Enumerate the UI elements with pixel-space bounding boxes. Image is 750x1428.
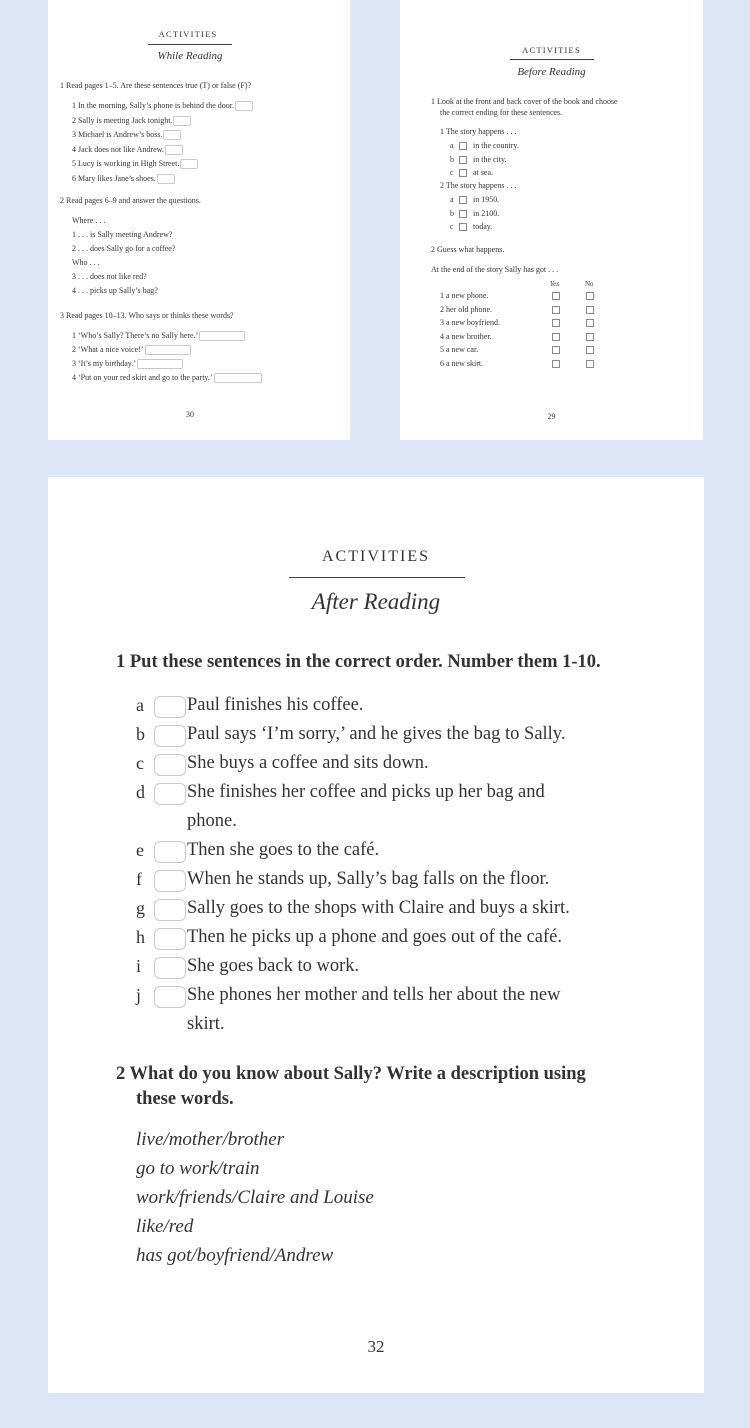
word-prompt: work/friends/Claire and Louise bbox=[136, 1187, 374, 1208]
option-text: today. bbox=[473, 222, 493, 231]
heading-divider bbox=[148, 44, 232, 45]
option-letter: b bbox=[450, 208, 454, 218]
answer-box[interactable] bbox=[180, 159, 198, 169]
order-number-box[interactable] bbox=[154, 870, 186, 892]
item-sentence: phone. bbox=[187, 811, 237, 831]
no-checkbox[interactable] bbox=[586, 319, 594, 327]
quote-text: 1 ‘Who’s Sally? There’s no Sally here.’ bbox=[72, 331, 199, 340]
question-2: 2 Guess what happens. bbox=[431, 245, 505, 254]
sentence-2-stem: 2 The story happens . . . bbox=[440, 181, 517, 190]
page-number: 30 bbox=[186, 410, 194, 419]
column-yes: Yes bbox=[550, 280, 560, 288]
item-sentence: Paul finishes his coffee. bbox=[187, 695, 364, 715]
question-2-intro: At the end of the story Sally has got . . . bbox=[431, 265, 559, 274]
guess-item: 5 a new car. bbox=[440, 345, 479, 354]
order-number-box[interactable] bbox=[154, 754, 186, 776]
order-number-box[interactable] bbox=[154, 696, 186, 718]
true-false-item bbox=[72, 130, 181, 140]
question-1: 1 Read pages 1–5. Are these sentences true (T) or false (F)? bbox=[60, 81, 252, 90]
option-text: in 2100. bbox=[473, 208, 500, 218]
item-sentence: She goes back to work. bbox=[187, 956, 360, 976]
true-false-text: 4 Jack does not like Andrew. bbox=[72, 144, 164, 154]
guess-item: 1 a new phone. bbox=[440, 291, 489, 300]
no-checkbox[interactable] bbox=[586, 292, 594, 300]
question-1-line-2: the correct ending for these sentences. bbox=[440, 108, 563, 117]
question-1-line-1: 1 Look at the front and back cover of the book and choose bbox=[431, 97, 618, 106]
order-number-box[interactable] bbox=[154, 957, 186, 979]
option-checkbox[interactable] bbox=[459, 223, 467, 231]
no-checkbox[interactable] bbox=[586, 306, 594, 314]
true-false-item bbox=[72, 101, 253, 111]
yes-checkbox[interactable] bbox=[552, 333, 560, 341]
true-false-item bbox=[72, 145, 183, 155]
option-text: in the city. bbox=[473, 154, 507, 164]
question-2-line-1: 2 What do you know about Sally? Write a description using bbox=[116, 1064, 586, 1084]
answer-field[interactable] bbox=[145, 345, 191, 355]
quote-item bbox=[72, 345, 191, 355]
answer-box[interactable] bbox=[235, 101, 253, 111]
question-2-line: Where . . . bbox=[72, 216, 106, 225]
yes-checkbox[interactable] bbox=[552, 292, 560, 300]
quote-item bbox=[72, 359, 183, 369]
item-sentence: Then she goes to the café. bbox=[187, 840, 380, 860]
option-checkbox[interactable] bbox=[459, 210, 467, 218]
quote-text: 2 ‘What a nice voice!’ bbox=[72, 345, 144, 354]
item-letter: b bbox=[136, 724, 145, 744]
item-letter: g bbox=[136, 898, 145, 918]
page-subheading: While Reading bbox=[157, 50, 223, 62]
question-2: 2 Read pages 6–9 and answer the questions. bbox=[60, 196, 201, 205]
order-number-box[interactable] bbox=[154, 725, 186, 747]
no-checkbox[interactable] bbox=[586, 333, 594, 341]
yes-checkbox[interactable] bbox=[552, 346, 560, 354]
page-29 bbox=[400, 0, 703, 440]
question-2-line: 3 . . . does not like red? bbox=[72, 272, 147, 281]
word-prompt: live/mother/brother bbox=[136, 1129, 285, 1150]
page-heading: ACTIVITIES bbox=[322, 548, 430, 565]
page-heading: ACTIVITIES bbox=[158, 29, 218, 39]
item-letter: i bbox=[136, 956, 142, 976]
item-sentence: Sally goes to the shops with Claire and buys a skirt. bbox=[187, 898, 570, 918]
true-false-text: 1 In the morning, Sally’s phone is behind the door. bbox=[72, 101, 234, 110]
page-number: 29 bbox=[547, 412, 556, 421]
item-letter: d bbox=[136, 782, 145, 802]
option-letter: c bbox=[450, 222, 454, 231]
order-number-box[interactable] bbox=[154, 899, 186, 921]
option-letter: a bbox=[450, 195, 454, 204]
item-sentence: Paul says ‘I’m sorry,’ and he gives the bag to Sally. bbox=[187, 724, 566, 744]
page-number: 32 bbox=[367, 1337, 385, 1356]
question-2-line: 2 . . . does Sally go for a coffee? bbox=[72, 244, 176, 253]
item-sentence: She finishes her coffee and picks up her bag and bbox=[187, 782, 545, 802]
yes-checkbox[interactable] bbox=[552, 306, 560, 314]
no-checkbox[interactable] bbox=[586, 360, 594, 368]
question-2-line: 1 . . . is Sally meeting Andrew? bbox=[72, 230, 173, 239]
order-number-box[interactable] bbox=[154, 986, 186, 1008]
item-sentence: She phones her mother and tells her about the new bbox=[187, 985, 561, 1005]
true-false-text: 6 Mary likes Jane’s shoes. bbox=[72, 173, 156, 183]
option-checkbox[interactable] bbox=[459, 142, 467, 150]
item-letter: e bbox=[136, 840, 144, 860]
question-3: 3 Read pages 10–13. Who says or thinks these words? bbox=[60, 311, 234, 320]
true-false-item bbox=[72, 116, 191, 126]
yes-checkbox[interactable] bbox=[552, 360, 560, 368]
item-letter: a bbox=[136, 695, 144, 715]
answer-field[interactable] bbox=[214, 373, 262, 383]
true-false-text: 5 Lucy is working in High Street. bbox=[72, 159, 180, 168]
item-letter: j bbox=[136, 985, 142, 1005]
page-heading: ACTIVITIES bbox=[522, 45, 581, 55]
answer-box[interactable] bbox=[157, 174, 175, 184]
order-number-box[interactable] bbox=[154, 841, 186, 863]
item-letter: c bbox=[136, 753, 144, 773]
option-checkbox[interactable] bbox=[459, 196, 467, 204]
guess-item: 6 a new skirt. bbox=[440, 358, 484, 368]
question-2-line: Who . . . bbox=[72, 258, 100, 267]
true-false-text: 3 Michael is Andrew’s boss. bbox=[72, 130, 163, 139]
item-letter: f bbox=[136, 869, 142, 889]
item-sentence: skirt. bbox=[187, 1014, 225, 1034]
option-checkbox[interactable] bbox=[459, 156, 467, 164]
option-letter: c bbox=[450, 168, 454, 177]
answer-field[interactable] bbox=[199, 331, 245, 341]
true-false-text: 2 Sally is meeting Jack tonight. bbox=[72, 115, 173, 125]
word-prompt: go to work/train bbox=[136, 1158, 260, 1179]
heading-divider bbox=[289, 577, 465, 578]
question-2-line-2: these words. bbox=[136, 1089, 234, 1109]
quote-item bbox=[72, 331, 245, 341]
option-checkbox[interactable] bbox=[459, 169, 467, 177]
order-number-box[interactable] bbox=[154, 783, 186, 805]
page-subheading: After Reading bbox=[311, 589, 441, 614]
true-false-item bbox=[72, 174, 175, 184]
question-1: 1 Put these sentences in the correct order. Number them 1-10. bbox=[116, 652, 601, 672]
heading-divider bbox=[510, 59, 594, 60]
guess-item: 4 a new brother. bbox=[440, 331, 492, 341]
quote-text: 3 ‘It’s my birthday.’ bbox=[72, 359, 136, 368]
answer-box[interactable] bbox=[163, 130, 181, 140]
column-no: No bbox=[585, 280, 594, 288]
no-checkbox[interactable] bbox=[586, 346, 594, 354]
word-prompt: like/red bbox=[136, 1216, 194, 1237]
option-letter: a bbox=[450, 141, 454, 150]
word-prompt: has got/boyfriend/Andrew bbox=[136, 1245, 334, 1266]
option-text: in 1950. bbox=[473, 195, 500, 204]
item-sentence: She buys a coffee and sits down. bbox=[187, 753, 429, 773]
yes-checkbox[interactable] bbox=[552, 319, 560, 327]
item-sentence: When he stands up, Sally’s bag falls on the floor. bbox=[187, 869, 550, 889]
quote-item bbox=[72, 373, 262, 383]
guess-item: 3 a new boyfriend. bbox=[440, 318, 500, 327]
option-letter: b bbox=[450, 154, 454, 164]
page-30 bbox=[48, 0, 350, 440]
sentence-1-stem: 1 The story happens . . . bbox=[440, 127, 517, 136]
quote-text: 4 ‘Put on your red skirt and go to the party.’ bbox=[72, 373, 213, 382]
answer-box[interactable] bbox=[173, 116, 191, 126]
option-text: at sea. bbox=[473, 168, 493, 177]
question-2-line: 4 . . . picks up Sally’s bag? bbox=[72, 286, 158, 295]
item-sentence: Then he picks up a phone and goes out of the café. bbox=[187, 927, 563, 947]
option-text: in the country. bbox=[473, 141, 519, 150]
answer-box[interactable] bbox=[165, 145, 183, 155]
guess-item: 2 her old phone. bbox=[440, 304, 492, 314]
answer-field[interactable] bbox=[137, 359, 183, 369]
item-letter: h bbox=[136, 927, 145, 947]
page-32 bbox=[48, 477, 704, 1393]
page-subheading: Before Reading bbox=[517, 66, 586, 78]
true-false-item bbox=[72, 159, 198, 169]
order-number-box[interactable] bbox=[154, 928, 186, 950]
